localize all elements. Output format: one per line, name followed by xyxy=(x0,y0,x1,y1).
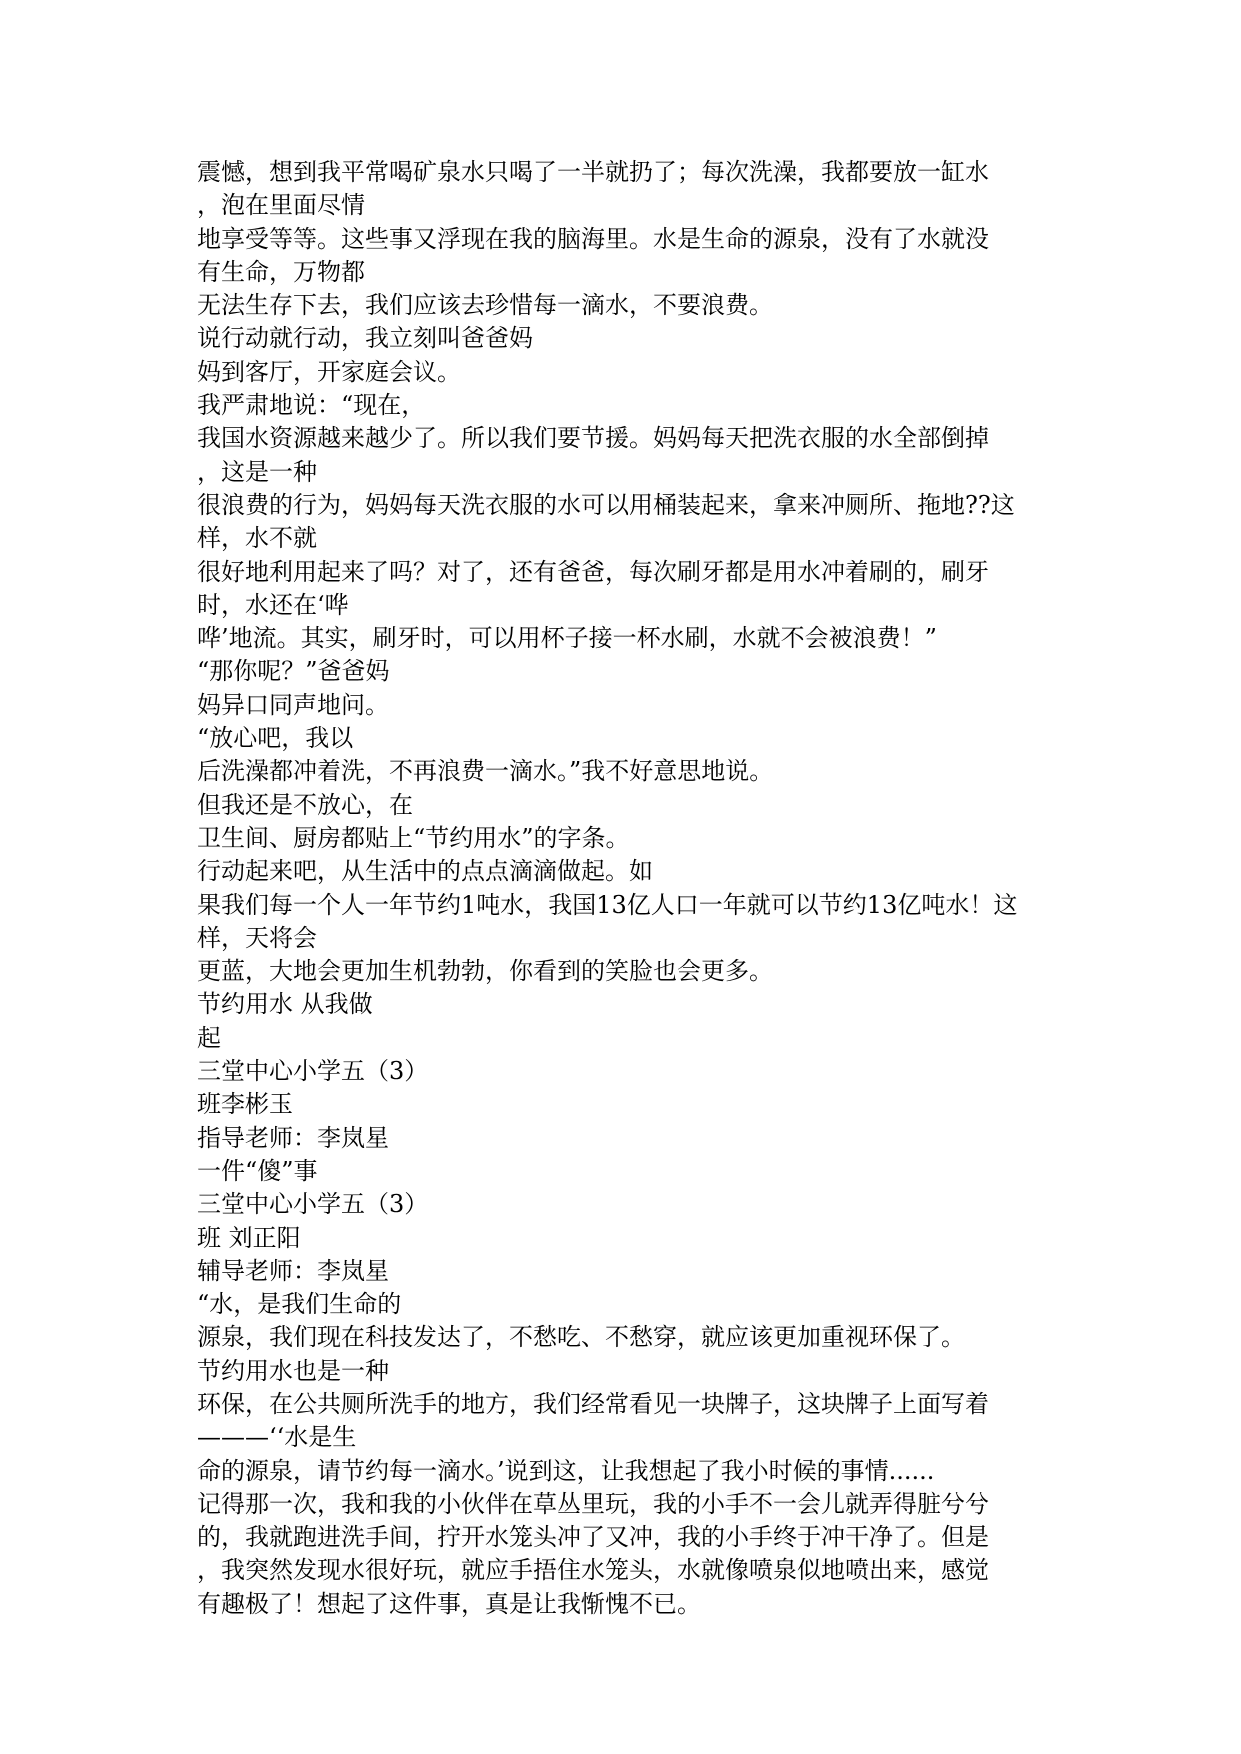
text-line: 很浪费的行为，妈妈每天洗衣服的水可以用桶装起来，拿来冲厕所、拖地??这 xyxy=(197,490,1015,519)
text-line: ———‘‘水是生 xyxy=(197,1423,357,1452)
text-line: 源泉，我们现在科技发达了，不愁吃、不愁穿，就应该更加重视环保了。 xyxy=(197,1323,965,1352)
text-line: 我国水资源越来越少了。所以我们要节援。妈妈每天把洗衣服的水全部倒掉 xyxy=(197,424,989,453)
text-line: 后洗澡都冲着洗，不再浪费一滴水。”我不好意思地说。 xyxy=(197,757,774,786)
text-line: 地享受等等。这些事又浮现在我的脑海里。水是生命的源泉，没有了水就没 xyxy=(197,224,989,253)
text-line: 更蓝，大地会更加生机勃勃，你看到的笑脸也会更多。 xyxy=(197,957,773,986)
text-line: “放心吧，我以 xyxy=(197,724,354,753)
text-line: ，泡在里面尽情 xyxy=(197,191,365,220)
text-line: 样，水不就 xyxy=(197,524,317,553)
text-line: 震憾，想到我平常喝矿泉水只喝了一半就扔了；每次洗澡，我都要放一缸水 xyxy=(197,158,989,186)
text-line: 但我还是不放心，在 xyxy=(197,790,413,819)
essay-title: 节约用水 从我做 xyxy=(197,990,373,1019)
text-line: ，我突然发现水很好玩，就应手捂住水笼头，水就像喷泉似地喷出来，感觉 xyxy=(197,1556,989,1585)
text-line: 妈异口同声地问。 xyxy=(197,690,389,719)
text-line: 环保，在公共厕所洗手的地方，我们经常看见一块牌子，这块牌子上面写着 xyxy=(197,1389,989,1418)
author-name: 班李彬玉 xyxy=(197,1090,293,1119)
text-line: “水，是我们生命的 xyxy=(197,1290,402,1319)
text-line: 很好地利用起来了吗？对了，还有爸爸，每次刷牙都是用水冲着刷的，刷牙 xyxy=(197,557,989,586)
text-line: “那你呢？”爸爸妈 xyxy=(197,657,390,686)
author-name: 班 刘正阳 xyxy=(197,1223,301,1252)
text-line: 行动起来吧，从生活中的点点滴滴做起。如 xyxy=(197,857,653,886)
text-line: 有趣极了！想起了这件事，真是让我惭愧不已。 xyxy=(197,1589,701,1618)
essay-title-continued: 起 xyxy=(197,1023,221,1052)
text-line: 哗’地流。其实，刷牙时，可以用杯子接一杯水刷，水就不会被浪费！” xyxy=(197,624,937,653)
text-line: 我严肃地说：“现在， xyxy=(197,391,426,420)
text-line: 妈到客厅，开家庭会议。 xyxy=(197,357,461,386)
text-line: 卫生间、厨房都贴上“节约用水”的字条。 xyxy=(197,823,630,852)
text-line: 命的源泉，请节约每一滴水。’说到这，让我想起了我小时候的事情...... xyxy=(197,1456,935,1485)
teacher-credit: 指导老师：李岚星 xyxy=(197,1123,389,1152)
text-line: 节约用水也是一种 xyxy=(197,1356,389,1385)
text-line: 无法生存下去，我们应该去珍惜每一滴水，不要浪费。 xyxy=(197,291,773,320)
text-line: 时，水还在‘哗 xyxy=(197,590,349,619)
essay-title: 一件“傻”事 xyxy=(197,1156,318,1185)
text-line: 果我们每一个人一年节约1吨水，我国13亿人口一年就可以节约13亿吨水！这 xyxy=(197,890,1018,919)
author-school: 三堂中心小学五（3） xyxy=(197,1190,429,1219)
text-line: 有生命，万物都 xyxy=(197,257,365,286)
essay-text xyxy=(197,156,1057,1621)
teacher-credit: 辅导老师：李岚星 xyxy=(197,1256,389,1285)
text-line: 记得那一次，我和我的小伙伴在草丛里玩，我的小手不一会儿就弄得脏兮兮 xyxy=(197,1489,989,1518)
text-line: 说行动就行动，我立刻叫爸爸妈 xyxy=(197,324,533,353)
text-line: ，这是一种 xyxy=(197,457,317,486)
text-line: 的，我就跑进洗手间，拧开水笼头冲了又冲，我的小手终于冲干净了。但是 xyxy=(197,1523,989,1552)
author-school: 三堂中心小学五（3） xyxy=(197,1057,429,1086)
text-line: 样，天将会 xyxy=(197,923,317,952)
